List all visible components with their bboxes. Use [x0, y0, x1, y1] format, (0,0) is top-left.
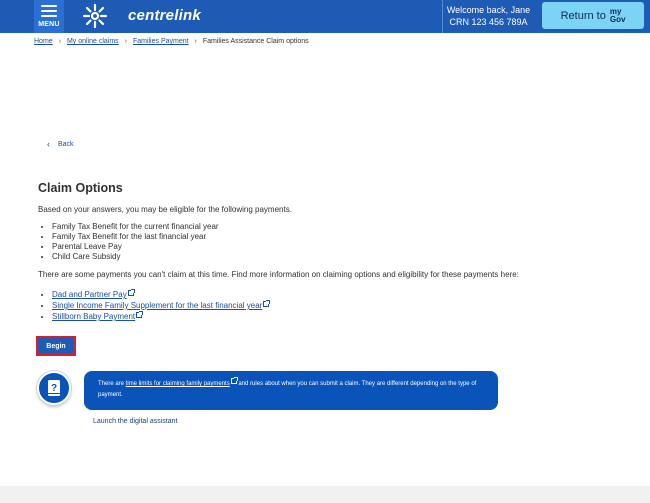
list-item: • Child Care Subsidy [52, 252, 219, 262]
back-link[interactable] [47, 139, 74, 149]
external-link-icon [136, 312, 142, 318]
external-link-icon [263, 301, 269, 307]
menu-button[interactable] [34, 0, 64, 33]
eligible-payments-list [52, 222, 219, 262]
link-single-income-family-supplement[interactable]: Single Income Family Supplement for the last financial year [52, 301, 263, 310]
list-item [52, 300, 269, 311]
breadcrumb-my-online-claims[interactable]: My online claims [66, 38, 119, 45]
top-header [0, 0, 650, 33]
svg-text:?: ? [50, 383, 58, 394]
chevron-left-icon: ‹ [47, 139, 50, 149]
mygov-bottom: Gov [609, 14, 626, 24]
launch-digital-assistant-link[interactable]: Launch the digital assistant [93, 418, 178, 425]
hamburger-icon [41, 5, 57, 17]
menu-label: MENU [38, 21, 60, 28]
digital-assistant-icon[interactable] [37, 371, 71, 405]
list-item [52, 311, 269, 322]
list-item: • Family Tax Benefit for the last financial year [52, 232, 219, 242]
centrelink-logo-icon [82, 3, 108, 29]
link-dad-and-partner-pay[interactable]: Dad and Partner Pay [52, 290, 127, 299]
ineligible-payments-list [52, 289, 269, 322]
breadcrumb-separator: › [194, 38, 197, 45]
question-book-icon [46, 379, 62, 397]
list-item: • Family Tax Benefit for the current financial year [52, 222, 219, 232]
assistant-message [84, 371, 498, 410]
return-label: Return to [560, 9, 606, 22]
back-label: Back [58, 140, 74, 148]
assistant-text-pre: There are [98, 381, 126, 387]
breadcrumb-current: Families Assistance Claim options [202, 38, 309, 45]
list-item: • Parental Leave Pay [52, 242, 219, 252]
breadcrumb-home[interactable]: Home [34, 38, 53, 45]
mygov-top: my [609, 6, 622, 16]
welcome-panel [442, 0, 534, 33]
ineligible-note: There are some payments you can't claim at this time. Find more information on claiming options and eligibility for these payments here: [38, 270, 519, 279]
page-footer [0, 486, 650, 503]
breadcrumb-separator: › [124, 38, 127, 45]
list-item [52, 289, 269, 300]
link-stillborn-baby-payment[interactable]: Stillborn Baby Payment [52, 312, 136, 321]
page-title: Claim Options [38, 181, 123, 195]
crn-text: CRN 123 456 789A [449, 17, 528, 27]
assistant-text-post: and rules about when you can submit a claim. They are different depending on the type of payment. [98, 381, 477, 398]
breadcrumb-separator: › [58, 38, 61, 45]
begin-button[interactable]: Begin [36, 336, 76, 356]
return-to-mygov-button[interactable] [542, 2, 644, 29]
intro-text: Based on your answers, you may be eligible for the following payments. [38, 205, 292, 214]
breadcrumb-families-payment[interactable]: Families Payment [132, 38, 189, 45]
breadcrumb [34, 38, 309, 45]
mygov-logo [610, 8, 626, 24]
brand-name: centrelink [128, 7, 201, 24]
welcome-text: Welcome back, Jane [446, 5, 531, 15]
external-link-icon [128, 290, 134, 296]
external-link-icon [231, 378, 237, 384]
time-limits-link[interactable]: time limits for claiming family payments [125, 381, 230, 387]
